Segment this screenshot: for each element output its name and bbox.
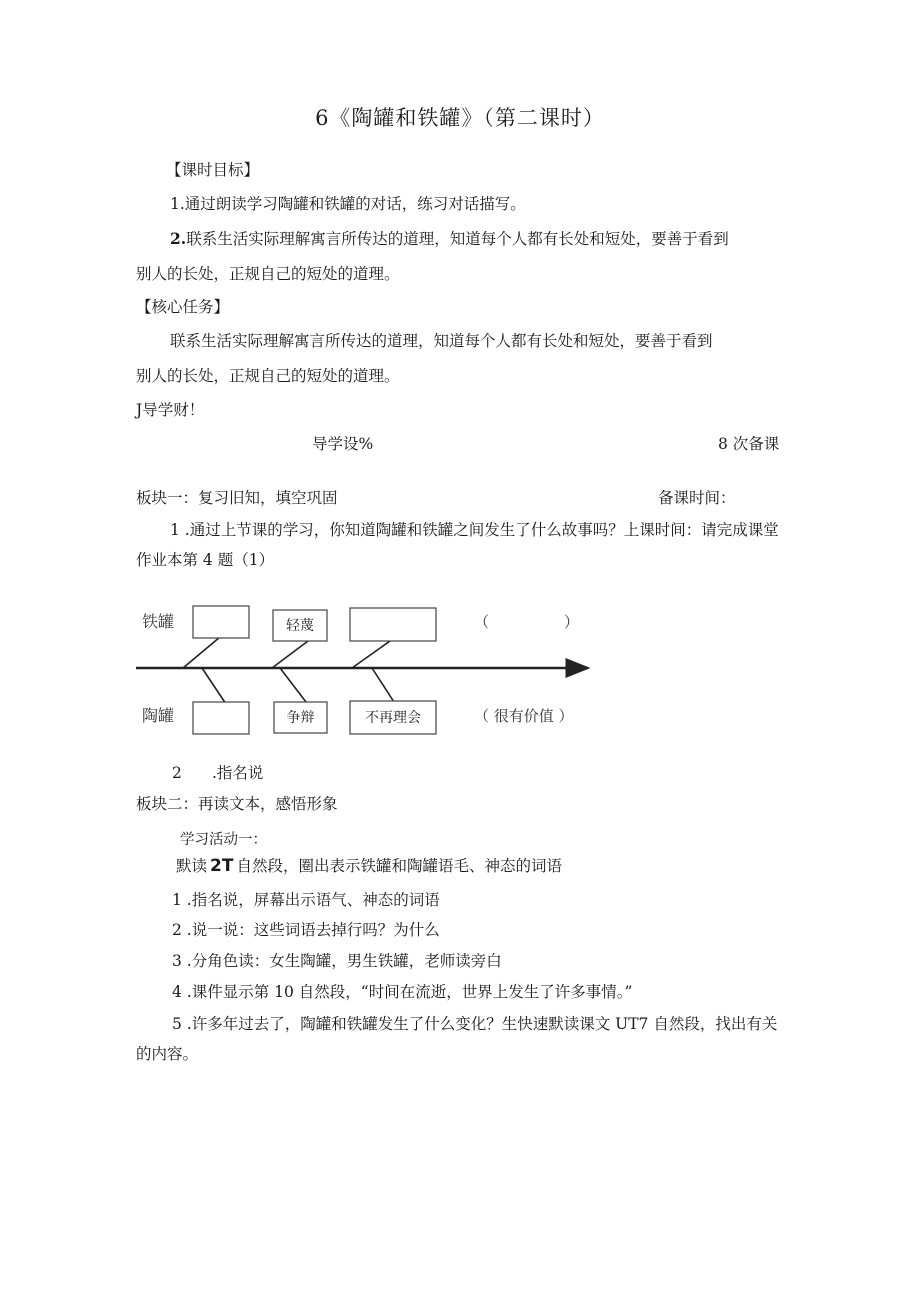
question-2-number: 2 — [172, 764, 182, 782]
task-line1: 联系生活实际理解寓言所传达的道理，知道每个人都有长处和短处，要善于看到 — [170, 332, 713, 350]
question-1-line2: 作业本第 4 题（1） — [136, 551, 275, 569]
bone-top-3 — [352, 641, 390, 668]
activity-instruction — [176, 856, 562, 876]
guide-label: J导学财！ — [136, 401, 205, 419]
top-box-3 — [350, 608, 436, 641]
activity-label: 学习活动一： — [180, 832, 267, 848]
top-answer: （ ） — [474, 613, 580, 631]
diagram-label-clay: 陶罐 — [142, 706, 175, 725]
section1-heading: 板块一：复习旧知，填空巩固 — [136, 489, 338, 507]
instruction-suffix: 自然段，圈出表示铁罐和陶罐语毛、神态的词语 — [236, 857, 562, 875]
activity-item-4: 4 .课件显示第 10 自然段，“时间在流逝，世界上发生了许多事情。” — [172, 983, 633, 1001]
goal-item-2-number: 2. — [170, 229, 187, 248]
page-title: 6《陶罐和铁罐》（第二课时） — [315, 106, 605, 130]
activity-item-1: 1 .指名说，屏幕出示语气、神态的词语 — [172, 891, 440, 909]
bottom-answer: （ 很有价值 ） — [474, 707, 574, 725]
top-box-2-text: 轻蔑 — [286, 618, 314, 634]
goal-item-1: 1.通过朗读学习陶罐和铁罐的对话，练习对话描写。 — [170, 195, 526, 213]
prep-time-label: 备课时间： — [658, 489, 736, 507]
top-box-1 — [193, 606, 249, 638]
task-heading: 【核心任务】 — [136, 298, 230, 316]
goal-item-2-line2: 别人的长处，正规自己的短处的道理。 — [136, 265, 400, 283]
bottom-box-1 — [193, 702, 249, 734]
question-2-text: .指名说 — [212, 764, 264, 782]
bone-bottom-3 — [372, 668, 394, 702]
bone-bottom-2 — [280, 668, 306, 702]
bone-bottom-1 — [202, 668, 226, 704]
instruction-prefix: 默读 — [176, 857, 208, 875]
bottom-box-2-text: 争辩 — [286, 710, 315, 726]
question-1-line1: 1 .通过上节课的学习，你知道陶罐和铁罐之间发生了什么故事吗？上课时间：请完成课堂 — [170, 521, 779, 539]
goals-heading: 【课时目标】 — [166, 161, 260, 179]
goal-item-2-text: 联系生活实际理解寓言所传达的道理，知道每个人都有长处和短处，要善于看到 — [186, 230, 729, 248]
instruction-bold: 2T — [210, 856, 234, 876]
task-line2: 别人的长处，正规自己的短处的道理。 — [136, 367, 400, 385]
bottom-box-3-text: 不再理会 — [365, 710, 421, 726]
bone-top-1 — [183, 637, 220, 668]
section2-heading: 板块二：再读文本，感悟形象 — [136, 795, 338, 813]
activity-item-2: 2 .说一说：这些词语去掉行吗？为什么 — [172, 921, 440, 939]
bone-top-2 — [272, 641, 308, 668]
table-header-right: 8 次备课 — [718, 435, 780, 453]
activity-item-5-line2: 的内容。 — [136, 1045, 199, 1063]
table-header-left: 导学设% — [312, 435, 374, 453]
activity-item-3: 3 .分角色读：女生陶罐，男生铁罐，老师读旁白 — [172, 952, 502, 970]
activity-item-5: 5 .许多年过去了，陶罐和铁罐发生了什么变化？生快速默读课文 UT7 自然段，找出有关 — [172, 1015, 778, 1033]
diagram-label-iron: 铁罐 — [142, 612, 175, 631]
